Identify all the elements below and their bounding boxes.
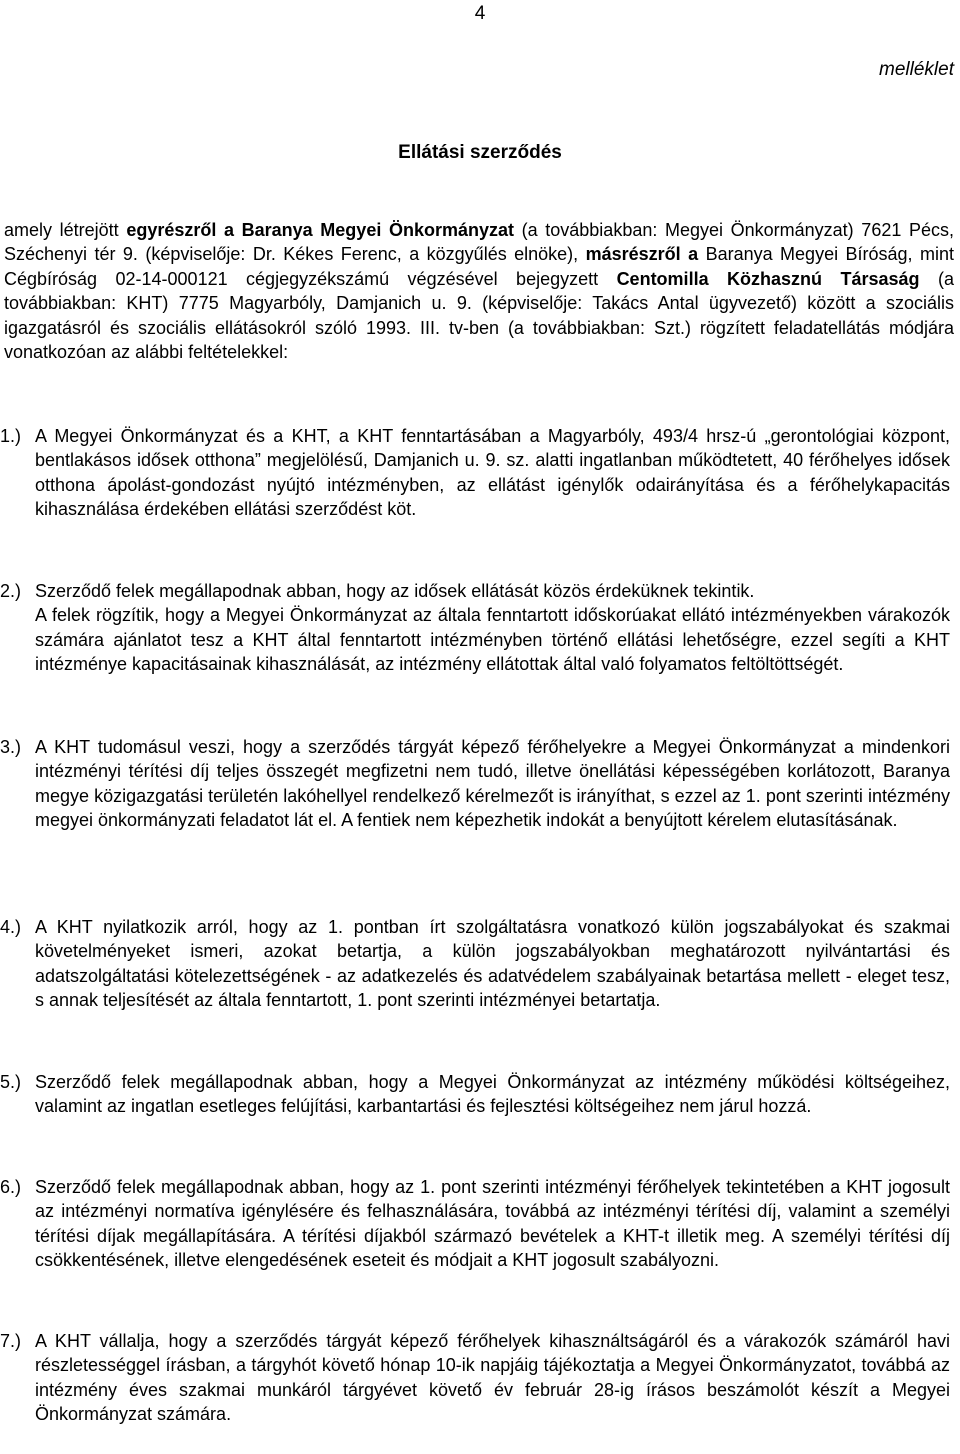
intro-bold-1: egyrészről a Baranya Megyei Önkormányzat xyxy=(126,220,514,240)
section-number: 7.) xyxy=(0,1331,22,1351)
section-number: 6.) xyxy=(0,1177,22,1197)
section-number: 2.) xyxy=(0,581,22,601)
section-paragraph: A KHT tudomásul veszi, hogy a szerződés tárgyát képező férőhelyekre a Megyei Önkormányzat a mindenkori intézményi térítési díj teljes összegét megfizetni nem tudó, illetve önellátási képességében korlátozott, Baranya megye közigazgatási területén lakóhellyel rendelkező kérelmezőt is irányíthat, s ezzel az 1. pont szerinti intézmény megyei önkormányzati feladatot lát el. A fentiek nem képezhetik indokát a benyújtott kérelem elutasításának. xyxy=(35,737,950,831)
annex-label: melléklet xyxy=(879,59,954,80)
section-paragraph: Szerződő felek megállapodnak abban, hogy a Megyei Önkormányzat az intézmény működési költségeihez, valamint az ingatlan esetleges felújítási, karbantartási és fejlesztési költségeihez nem járul hozzá. xyxy=(35,1072,950,1117)
page-number: 4 xyxy=(474,3,486,24)
section-5 xyxy=(0,1070,950,1119)
section-1 xyxy=(0,424,950,522)
intro-bold-3: Centomilla Közhasznú Társaság xyxy=(616,268,920,289)
section-number: 3.) xyxy=(0,737,22,757)
section-6 xyxy=(0,1175,950,1273)
section-paragraph: A KHT nyilatkozik arról, hogy az 1. pontban írt szolgáltatásra vonatkozó külön jogszabályokat és szakmai követelményeket ismeri, azokat betartja, a külön jogszabályokban meghatározott nyilvántartási és adatszolgáltatási kötelezettségének - az adatkezelés és adatvédelem szabályainak betartása mellett - eleget tesz, s annak teljesítését az általa fenntartott, 1. pont szerinti intézményei betartatja. xyxy=(35,917,950,1011)
intro-text-4: (a továbbiakban: KHT) 7775 Magyarbóly, Damjanich u. 9. (képviselője: Takács Antal ügyvezető) között a szociális igazgatásról és szociális ellátásokról szóló 1993. III. tv-ben (a továbbiakban: Szt.) rögzített feladatellátás módjára vonatkozóan az alábbi feltételekkel: xyxy=(4,268,954,363)
section-number: 1.) xyxy=(0,426,22,446)
section-3 xyxy=(0,735,950,833)
section-paragraph: A KHT vállalja, hogy a szerződés tárgyát képező férőhelyek kihasználtságáról és a várakozók számáról havi részletességgel írásban, a tárgyhót követő hónap 10-ik napjáig tájékoztatja a Megyei Önkormányzatot, továbbá az intézmény éves szakmai munkáról tárgyévet követő év február 28-ig írásos beszámolót készít a Megyei Önkormányzat számára. xyxy=(35,1331,950,1425)
section-number: 4.) xyxy=(0,917,22,937)
intro-text-3: Baranya Megyei Bíróság, mint Cégbíróság 02-14-000121 cégjegyzékszámú végzésével bejegyzett xyxy=(4,244,954,289)
section-paragraph: Szerződő felek megállapodnak abban, hogy az 1. pont szerinti intézményi férőhelyek tekintetében a KHT jogosult az intézményi normatíva igénylésére és felhasználására, továbbá az intézményi térítési díj, valamint a személyi térítési díjak megállapítására. A térítési díjakból származó bevételek a KHT-t illetik meg. A személyi térítési díj csökkentésének, illetve elengedésének eseteit és módjait a KHT jogosult szabályozni. xyxy=(35,1177,950,1271)
section-2 xyxy=(0,579,950,677)
intro-bold-2: másrészről a xyxy=(585,244,699,265)
section-4 xyxy=(0,915,950,1013)
section-number: 5.) xyxy=(0,1072,22,1092)
section-paragraph: A felek rögzítik, hogy a Megyei Önkormányzat az általa fenntartott időskorúakat ellátó intézményekben várakozók számára ajánlatot tesz a KHT által fenntartott intézményben történő ellátási lehetőségre, ezzel segíti a KHT intézménye kapacitásainak kihasználását, az intézmény ellátottak által való folyamatos feltöltöttségét. xyxy=(35,605,950,675)
section-paragraph: Szerződő felek megállapodnak abban, hogy az idősek ellátását közös érdeküknek tekintik. xyxy=(35,581,755,601)
section-paragraph: A Megyei Önkormányzat és a KHT, a KHT fenntartásában a Magyarbóly, 493/4 hrsz-ú „gerontológiai központ, bentlakásos idősek otthona” megjelölésű, Damjanich u. 9. sz. alatti ingatlanban működtetett, 40 férőhelyes idősek otthona ápolást-gondozást nyújtó intézményben, az ellátást igénylők odairányítása és a férőhelykapacitás kihasználása érdekében ellátási szerződést köt. xyxy=(35,426,950,520)
intro-text-1: amely létrejött xyxy=(4,220,127,240)
document-title: Ellátási szerződés xyxy=(398,142,562,163)
intro-paragraph xyxy=(4,218,954,364)
section-7 xyxy=(0,1329,950,1427)
intro-text-2: (a továbbiakban: Megyei Önkormányzat) 7621 Pécs, Széchenyi tér 9. (képviselője: Dr. Kékes Ferenc, a közgyűlés elnöke), xyxy=(4,220,955,265)
